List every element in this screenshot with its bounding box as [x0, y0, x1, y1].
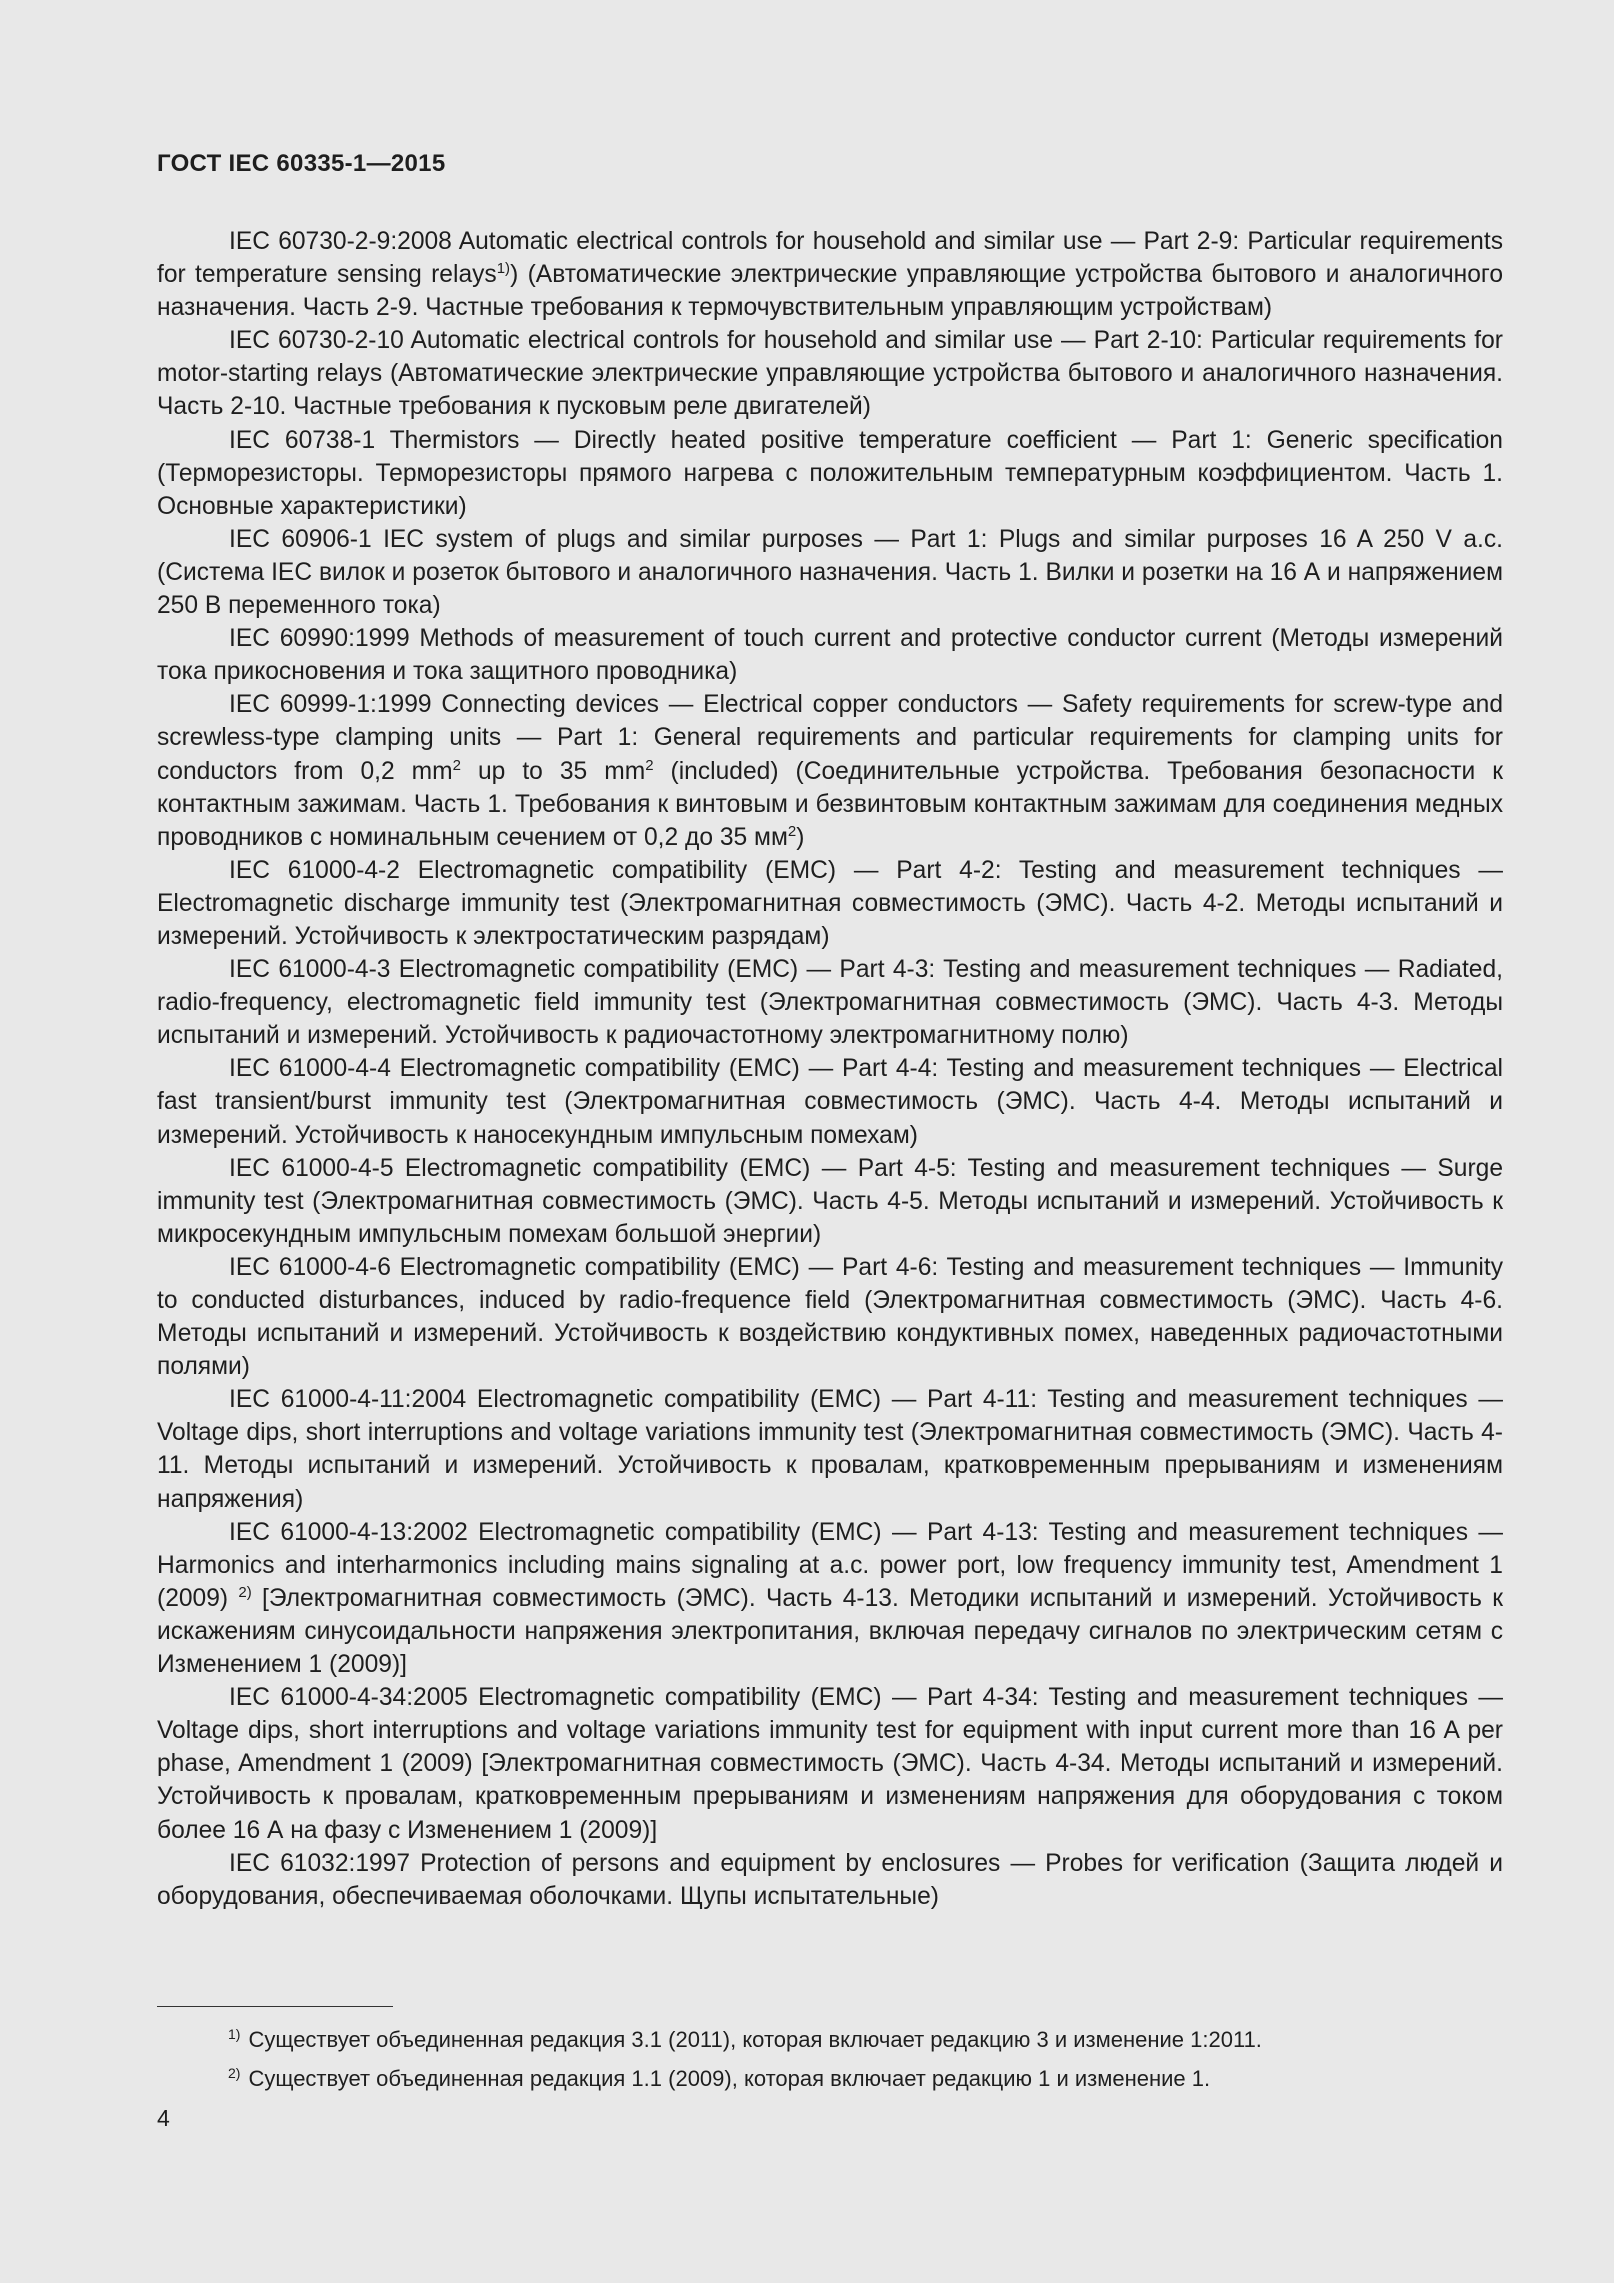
superscript: 2	[787, 822, 797, 840]
footnote-marker: 2)	[228, 2065, 241, 2081]
reference-entry: IEC 61000-4-6 Electromagnetic compatibility (EMC) — Part 4-6: Testing and measurement techniques — Immunity to conducted disturbances, induced by radio-frequence field (Электромагнитная совместимость (ЭМС). Часть 4-6. Методы испытаний и измерений. Устойчивость к воздействию кондуктивных помех, наведенных радиочастотными полями)	[157, 1253, 1503, 1381]
reference-entry: IEC 61032:1997 Protection of persons and equipment by enclosures — Probes for verification (Защита людей и оборудования, обеспечиваемая оболочками. Щупы испытательные)	[157, 1849, 1503, 1910]
footnote: $^{1)}$ Существует объединенная редакция 3.1 (2011), которая включает редакцию 3 и изменение 1:2011.	[228, 2026, 1262, 2052]
footnote: $^{2)}$ Существует объединенная редакция 1.1 (2009), которая включает редакцию 1 и изменение 1.	[228, 2065, 1211, 2091]
reference-entry: IEC 61000-4-3 Electromagnetic compatibility (EMC) — Part 4-3: Testing and measurement techniques — Radiated, radio-frequency, electromagnetic field immunity test (Электромагнитная совместимость (ЭМС). Часть 4-3. Методы испытаний и измерений. Устойчивость к радиочастотному электромагнитному полю)	[157, 956, 1503, 1050]
superscript: 2	[452, 756, 461, 774]
footnote-marker: 1)	[228, 2026, 241, 2042]
reference-entry: IEC 61000-4-34:2005 Electromagnetic compatibility (EMC) — Part 4-34: Testing and measurement techniques — Voltage dips, short interruptions and voltage variations immunity test for equipment with input current more than 16 A per phase, Amendment 1 (2009) [Электромагнитная совместимость (ЭМС). Часть 4-34. Методы испытаний и измерений. Устойчивость к провалам, кратковременным прерываниям и изменениям напряжения для оборудования с током более 16 А на фазу с Изменением 1 (2009)]	[157, 1684, 1503, 1844]
reference-entry: IEC 61000-4-11:2004 Electromagnetic compatibility (EMC) — Part 4-11: Testing and measurement techniques — Voltage dips, short interruptions and voltage variations immunity test (Электромагнитная совместимость (ЭМС). Часть 4-11. Методы испытаний и измерений. Устойчивость к провалам, кратковременным прерываниям и изменениям напряжения)	[157, 1386, 1503, 1513]
reference-entry: IEC 61000-4-13:2002 Electromagnetic compatibility (EMC) — Part 4-13: Testing and measurement techniques — Harmonics and interharmonics including mains signaling at a.c. power port, low frequency immunity test, Amendment 1 (2009) $^{2)}$ [Электромагнитная совместимость (ЭМС). Часть 4-13. Методики испытаний и измерений. Устойчивость к искажениям синусоидальности напряжения электропитания, включая передачу сигналов по электрическим сетям с Изменением 1 (2009)]	[157, 1518, 1503, 1679]
footnote-marker: 1)	[496, 260, 511, 278]
reference-entry: IEC 60730-2-10 Automatic electrical controls for household and similar use — Part 2-10: Particular requirements for motor-starting relays (Автоматические электрические управляющие устройства бытового и аналогичного назначения. Часть 2-10. Частные требования к пусковым реле двигателей)	[157, 327, 1503, 421]
page-title: ГОСТ IEC 60335-1—2015	[157, 150, 446, 177]
footnote-divider	[157, 2006, 393, 2007]
footnote-marker: 2)	[238, 1583, 252, 1601]
normative-references	[157, 225, 1503, 1913]
reference-entry: IEC 61000-4-2 Electromagnetic compatibility (EMC) — Part 4-2: Testing and measurement techniques — Electromagnetic discharge immunity test (Электромагнитная совместимость (ЭМС). Часть 4-2. Методы испытаний и измерений. Устойчивость к электростатическим разрядам)	[157, 856, 1503, 950]
reference-entry: IEC 61000-4-4 Electromagnetic compatibility (EMC) — Part 4-4: Testing and measurement techniques — Electrical fast transient/burst immunity test (Электромагнитная совместимость (ЭМС). Часть 4-4. Методы испытаний и измерений. Устойчивость к наносекундным импульсным помехам)	[157, 1055, 1503, 1149]
reference-entry: IEC 60730-2-9:2008 Automatic electrical controls for household and similar use — Part 2-9: Particular requirements for temperature sensing relays$^{1)}$) (Автоматические электрические управляющие устройства бытового и аналогичного назначения. Часть 2-9. Частные требования к термочувствительным управляющим устройствам)	[157, 228, 1504, 322]
reference-entry: IEC 60906-1 IEC system of plugs and similar purposes — Part 1: Plugs and similar purposes 16 A 250 V a.c. (Система IEC вилок и розеток бытового и аналогичного назначения. Часть 1. Вилки и розетки на 16 А и напряжением 250 В переменного тока)	[157, 525, 1503, 620]
superscript: 2	[645, 756, 654, 774]
page-number: 4	[157, 2105, 170, 2131]
footnotes	[228, 2020, 1488, 2098]
reference-entry: IEC 60738-1 Thermistors — Directly heated positive temperature coefficient — Part 1: Generic specification (Терморезисторы. Терморезисторы прямого нагрева с положительным температурным коэффициентом. Часть 1. Основные характеристики)	[157, 426, 1503, 520]
reference-entry: IEC 60990:1999 Methods of measurement of touch current and protective conductor current (Методы измерений тока прикосновения и тока защитного проводника)	[157, 625, 1503, 686]
reference-entry: IEC 60999-1:1999 Connecting devices — Electrical copper conductors — Safety requirements for screw-type and screwless-type clamping units — Part 1: General requirements and particular requirements for clamping units for conductors from 0,2 $mm^2$ up to 35 $mm^2$ (included) (Соединительные устройства. Требования безопасности к контактным зажимам. Часть 1. Требования к винтовым и безвинтовым контактным зажимам для соединения медных проводников с номинальным сечением от 0,2 до 35 $мм^2$)	[157, 691, 1503, 851]
reference-entry: IEC 61000-4-5 Electromagnetic compatibility (EMC) — Part 4-5: Testing and measurement techniques — Surge immunity test (Электромагнитная совместимость (ЭМС). Часть 4-5. Методы испытаний и измерений. Устойчивость к микросекундным импульсным помехам большой энергии)	[157, 1154, 1503, 1248]
